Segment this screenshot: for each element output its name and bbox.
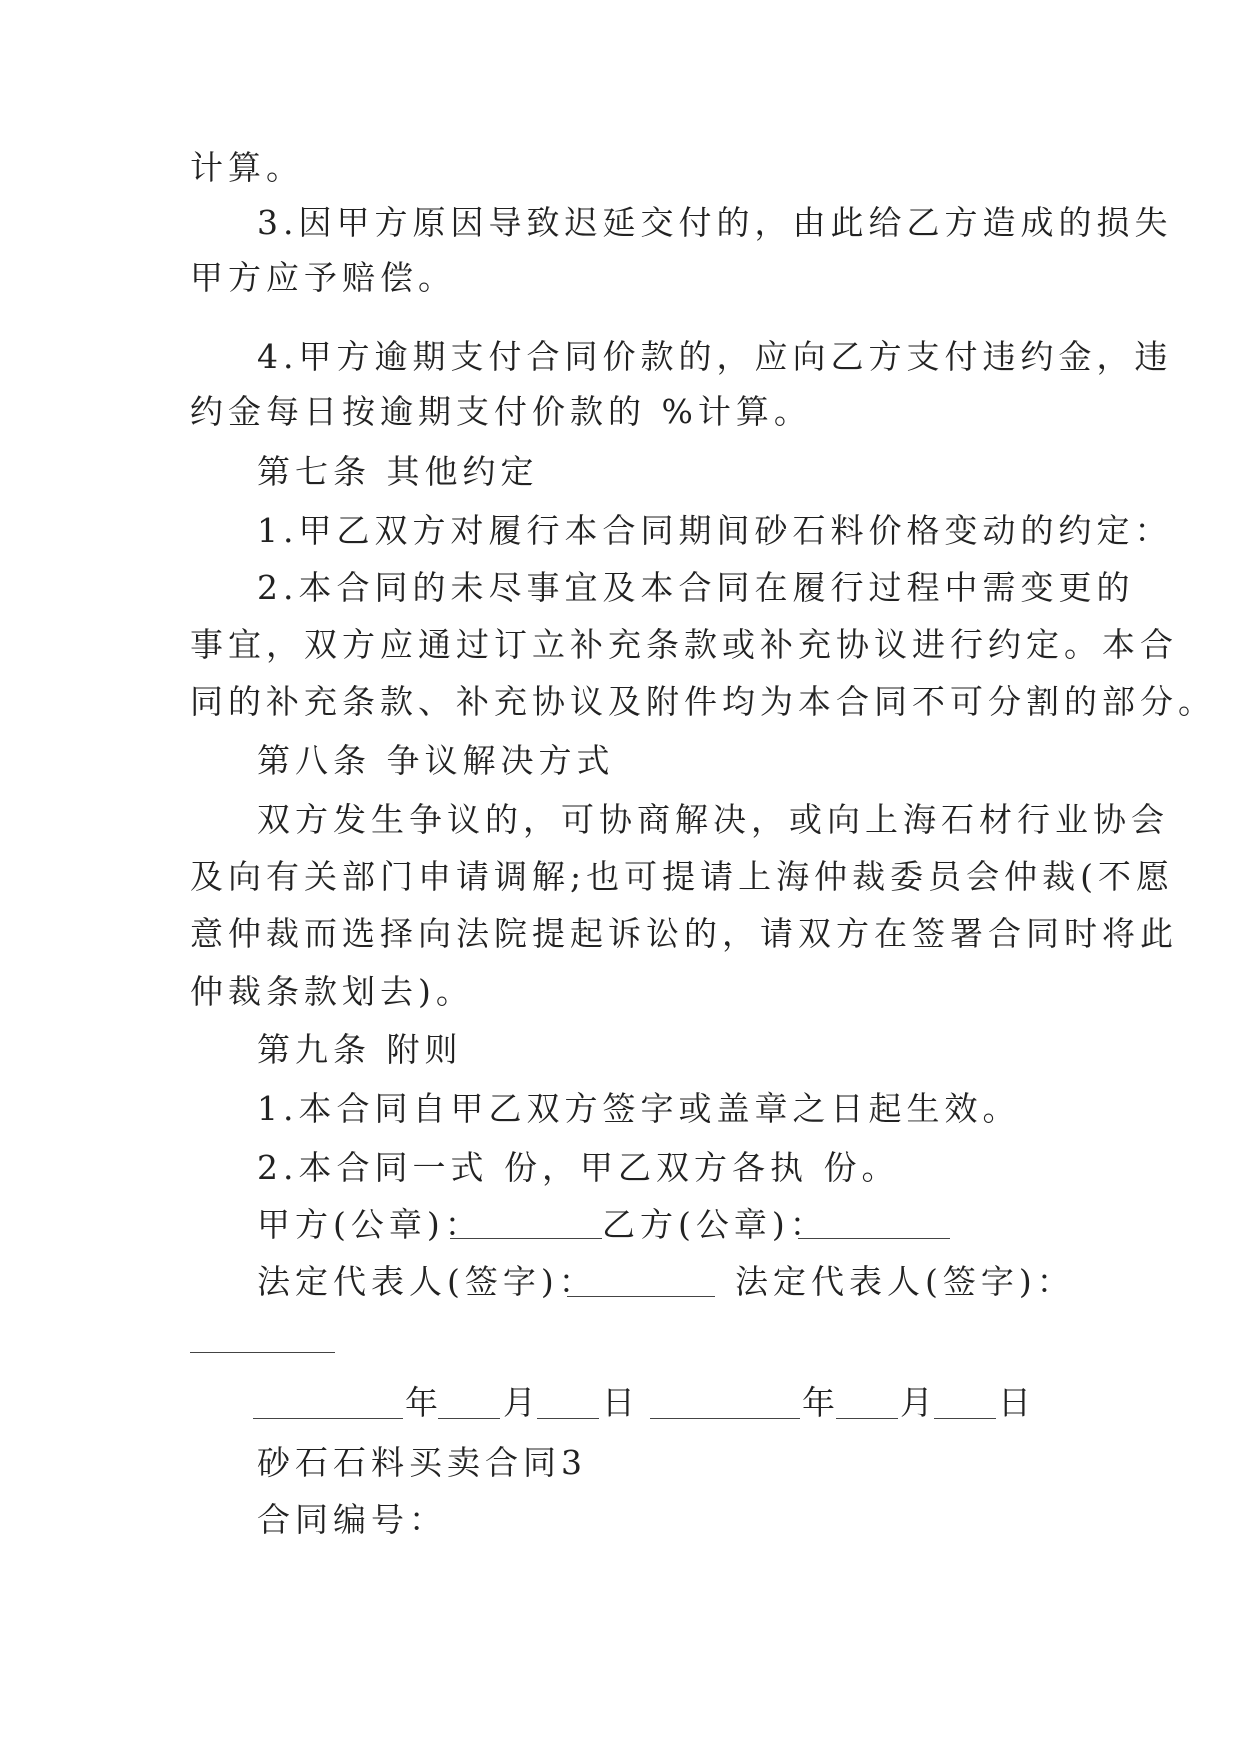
section-heading: 第九条 附则: [257, 1030, 463, 1069]
text-line: 同的补充条款、补充协议及附件均为本合同不可分割的部分。: [190, 682, 1216, 721]
text-line: 1.本合同自甲乙双方签字或盖章之日起生效。: [257, 1089, 1021, 1128]
date-b-year-blank: [650, 1418, 800, 1419]
text-line: 仲裁条款划去)。: [190, 972, 474, 1011]
party-a-seal-blank: [450, 1238, 602, 1239]
section-heading: 第七条 其他约定: [257, 452, 539, 491]
date-b-month: 月: [900, 1383, 938, 1422]
date-b-year: 年: [802, 1383, 840, 1422]
rep-a-label: 法定代表人(签字)：: [257, 1262, 597, 1301]
party-a-seal-label: 甲方(公章)：: [257, 1205, 483, 1244]
text-line: 2.本合同一式 份，甲乙双方各执 份。: [257, 1148, 900, 1187]
text-line: 计算。: [190, 148, 304, 187]
date-b-day: 日: [998, 1383, 1036, 1422]
text-line: 约金每日按逾期支付价款的 %计算。: [190, 392, 812, 431]
text-line: 1.甲乙双方对履行本合同期间砂石料价格变动的约定：: [257, 511, 1173, 550]
text-line: 双方发生争议的，可协商解决，或向上海石材行业协会: [257, 800, 1169, 839]
date-a-year: 年: [405, 1383, 443, 1422]
text-line: 事宜，双方应通过订立补充条款或补充协议进行约定。本合: [190, 625, 1178, 664]
date-a-day-blank: [537, 1418, 599, 1419]
date-b-month-blank: [836, 1418, 898, 1419]
date-a-year-blank: [253, 1418, 403, 1419]
text-line: 2.本合同的未尽事宜及本合同在履行过程中需变更的: [257, 568, 1135, 607]
next-contract-title: 砂石石料买卖合同3: [257, 1443, 587, 1482]
date-b-day-blank: [934, 1418, 996, 1419]
text-line: 甲方应予赔偿。: [190, 258, 456, 297]
date-a-month: 月: [503, 1383, 541, 1422]
text-line: 意仲裁而选择向法院提起诉讼的，请双方在签署合同时将此: [190, 914, 1178, 953]
rep-a-blank: [567, 1296, 715, 1297]
party-b-seal-label: 乙方(公章)：: [602, 1205, 828, 1244]
date-a-month-blank: [438, 1418, 500, 1419]
section-heading: 第八条 争议解决方式: [257, 741, 615, 780]
contract-number-label: 合同编号：: [257, 1500, 447, 1539]
text-line: 及向有关部门申请调解;也可提请上海仲裁委员会仲裁(不愿: [190, 857, 1174, 896]
text-line: 3.因甲方原因导致迟延交付的，由此给乙方造成的损失: [257, 203, 1173, 242]
date-a-day: 日: [602, 1383, 640, 1422]
party-b-seal-blank: [798, 1238, 950, 1239]
rep-b-label: 法定代表人(签字)：: [735, 1262, 1075, 1301]
text-line: 4.甲方逾期支付合同价款的，应向乙方支付违约金，违: [257, 337, 1173, 376]
rep-b-blank: [190, 1352, 335, 1353]
